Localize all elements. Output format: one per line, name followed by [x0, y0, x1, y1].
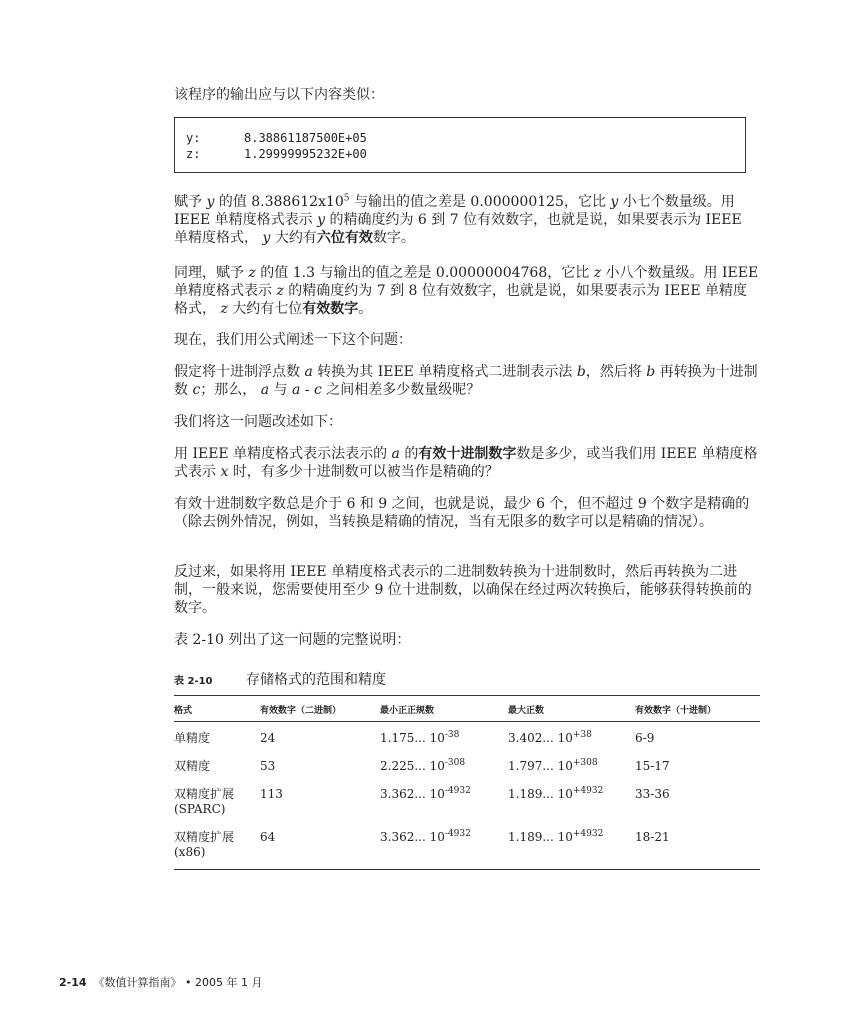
cell-decimal: 18-21 [635, 830, 670, 844]
cell-decimal: 33-36 [635, 787, 670, 801]
cell-format: 双精度扩展 (x86) [174, 830, 235, 859]
table-row [174, 778, 760, 821]
table-row [174, 821, 760, 870]
cell-format: 单精度 [174, 731, 211, 745]
cell-binary: 64 [260, 830, 276, 844]
code-line-y [186, 130, 745, 146]
cell-binary: 113 [260, 787, 283, 801]
table-caption-number: 表 2-10 [174, 676, 213, 687]
table-caption [174, 669, 386, 689]
code-var: z: [186, 147, 201, 161]
cell-min: 2.225... $10^{-308}$ [380, 758, 466, 773]
table-row [174, 722, 760, 751]
code-line-z [186, 146, 745, 162]
cell-min: 1.175... $10^{-38}$ [380, 730, 460, 745]
code-value: 1.29999995232E+00 [244, 147, 367, 161]
table-header-row [174, 696, 760, 722]
header-format: 格式 [174, 696, 260, 722]
table-caption-title: 存储格式的范围和精度 [246, 672, 386, 688]
paragraph-y: 赋予 y 的值 $8.388612x10^5$ 与输出的值之差是 0.000000125，它比 y 小七个数量级。用 IEEE 单精度格式表示 y 的精确度约为 6 到 7 位有效数字，也就是说，如果要表示为 IEEE 单精度格式， y 大约有六位有效数字。 [174, 193, 742, 246]
paragraph-reverse: 反过来，如果将用 IEEE 单精度格式表示的二进制数转换为十进制数时，然后再转换为二进制，一般来说，您需要使用至少 9 位十进制数，以确保在经过两次转换后，能够获得转换前的数字。 [174, 564, 752, 616]
paragraph-formula-intro: 现在，我们用公式阐述一下这个问题： [174, 332, 412, 348]
paragraph-question: 用 IEEE 单精度格式表示法表示的 a 的有效十进制数字数是多少，或当我们用 IEEE 单精度格式表示 x 时，有多少十进制数可以被当作是精确的？ [174, 446, 758, 480]
formats-table [174, 695, 760, 870]
code-value: 8.38861187500E+05 [244, 131, 367, 145]
paragraph-restate: 我们将这一问题改述如下： [174, 414, 342, 430]
code-var: y: [186, 131, 201, 145]
cell-binary: 53 [260, 759, 276, 773]
cell-max: 1.189... $10^{+4932}$ [508, 786, 604, 801]
intro-paragraph: 该程序的输出应与以下内容类似： [174, 87, 384, 103]
paragraph-answer: 有效十进制数字数总是介于 6 和 9 之间，也就是说，最少 6 个，但不超过 9 个数字是精确的（除去例外情况，例如，当转换是精确的情况，当有无限多的数字可以是精确的情况）。 [174, 496, 750, 530]
page-footer [59, 974, 263, 990]
cell-min: 3.362... $10^{-4932}$ [380, 829, 471, 844]
header-max-positive: 最大正数 [508, 696, 635, 722]
code-output-box [174, 117, 746, 173]
cell-max: 1.797... $10^{+308}$ [508, 758, 598, 773]
cell-max: 3.402... $10^{+38}$ [508, 730, 592, 745]
cell-decimal: 15-17 [635, 759, 670, 773]
cell-format: 双精度扩展 (SPARC) [174, 787, 235, 816]
header-decimal-digits: 有效数字（十进制） [635, 696, 760, 722]
header-binary-digits: 有效数字（二进制） [260, 696, 380, 722]
paragraph-table-ref: 表 2-10 列出了这一问题的完整说明： [174, 632, 411, 648]
cell-max: 1.189... $10^{+4932}$ [508, 829, 604, 844]
cell-decimal: 6-9 [635, 731, 655, 745]
cell-min: 3.362... $10^{-4932}$ [380, 786, 471, 801]
cell-binary: 24 [260, 731, 276, 745]
cell-format: 双精度 [174, 759, 211, 773]
header-min-normal: 最小正正规数 [380, 696, 508, 722]
page-number: 2-14 [59, 976, 87, 989]
footer-text: 《数值计算指南》 • 2005 年 1 月 [93, 976, 263, 989]
paragraph-problem: 假定将十进制浮点数 a 转换为其 IEEE 单精度格式二进制表示法 b，然后将 b 再转换为十进制数 c；那么， a 与 a - c 之间相差多少数量级呢？ [174, 364, 758, 398]
table-row [174, 750, 760, 778]
paragraph-z: 同理，赋予 z 的值 1.3 与输出的值之差是 0.00000004768，它比 z 小八个数量级。用 IEEE 单精度格式表示 z 的精确度约为 7 到 8 位有效数字，也就是说，如果要表示为 IEEE 单精度格式， z 大约有七位有效数字。 [174, 265, 759, 317]
